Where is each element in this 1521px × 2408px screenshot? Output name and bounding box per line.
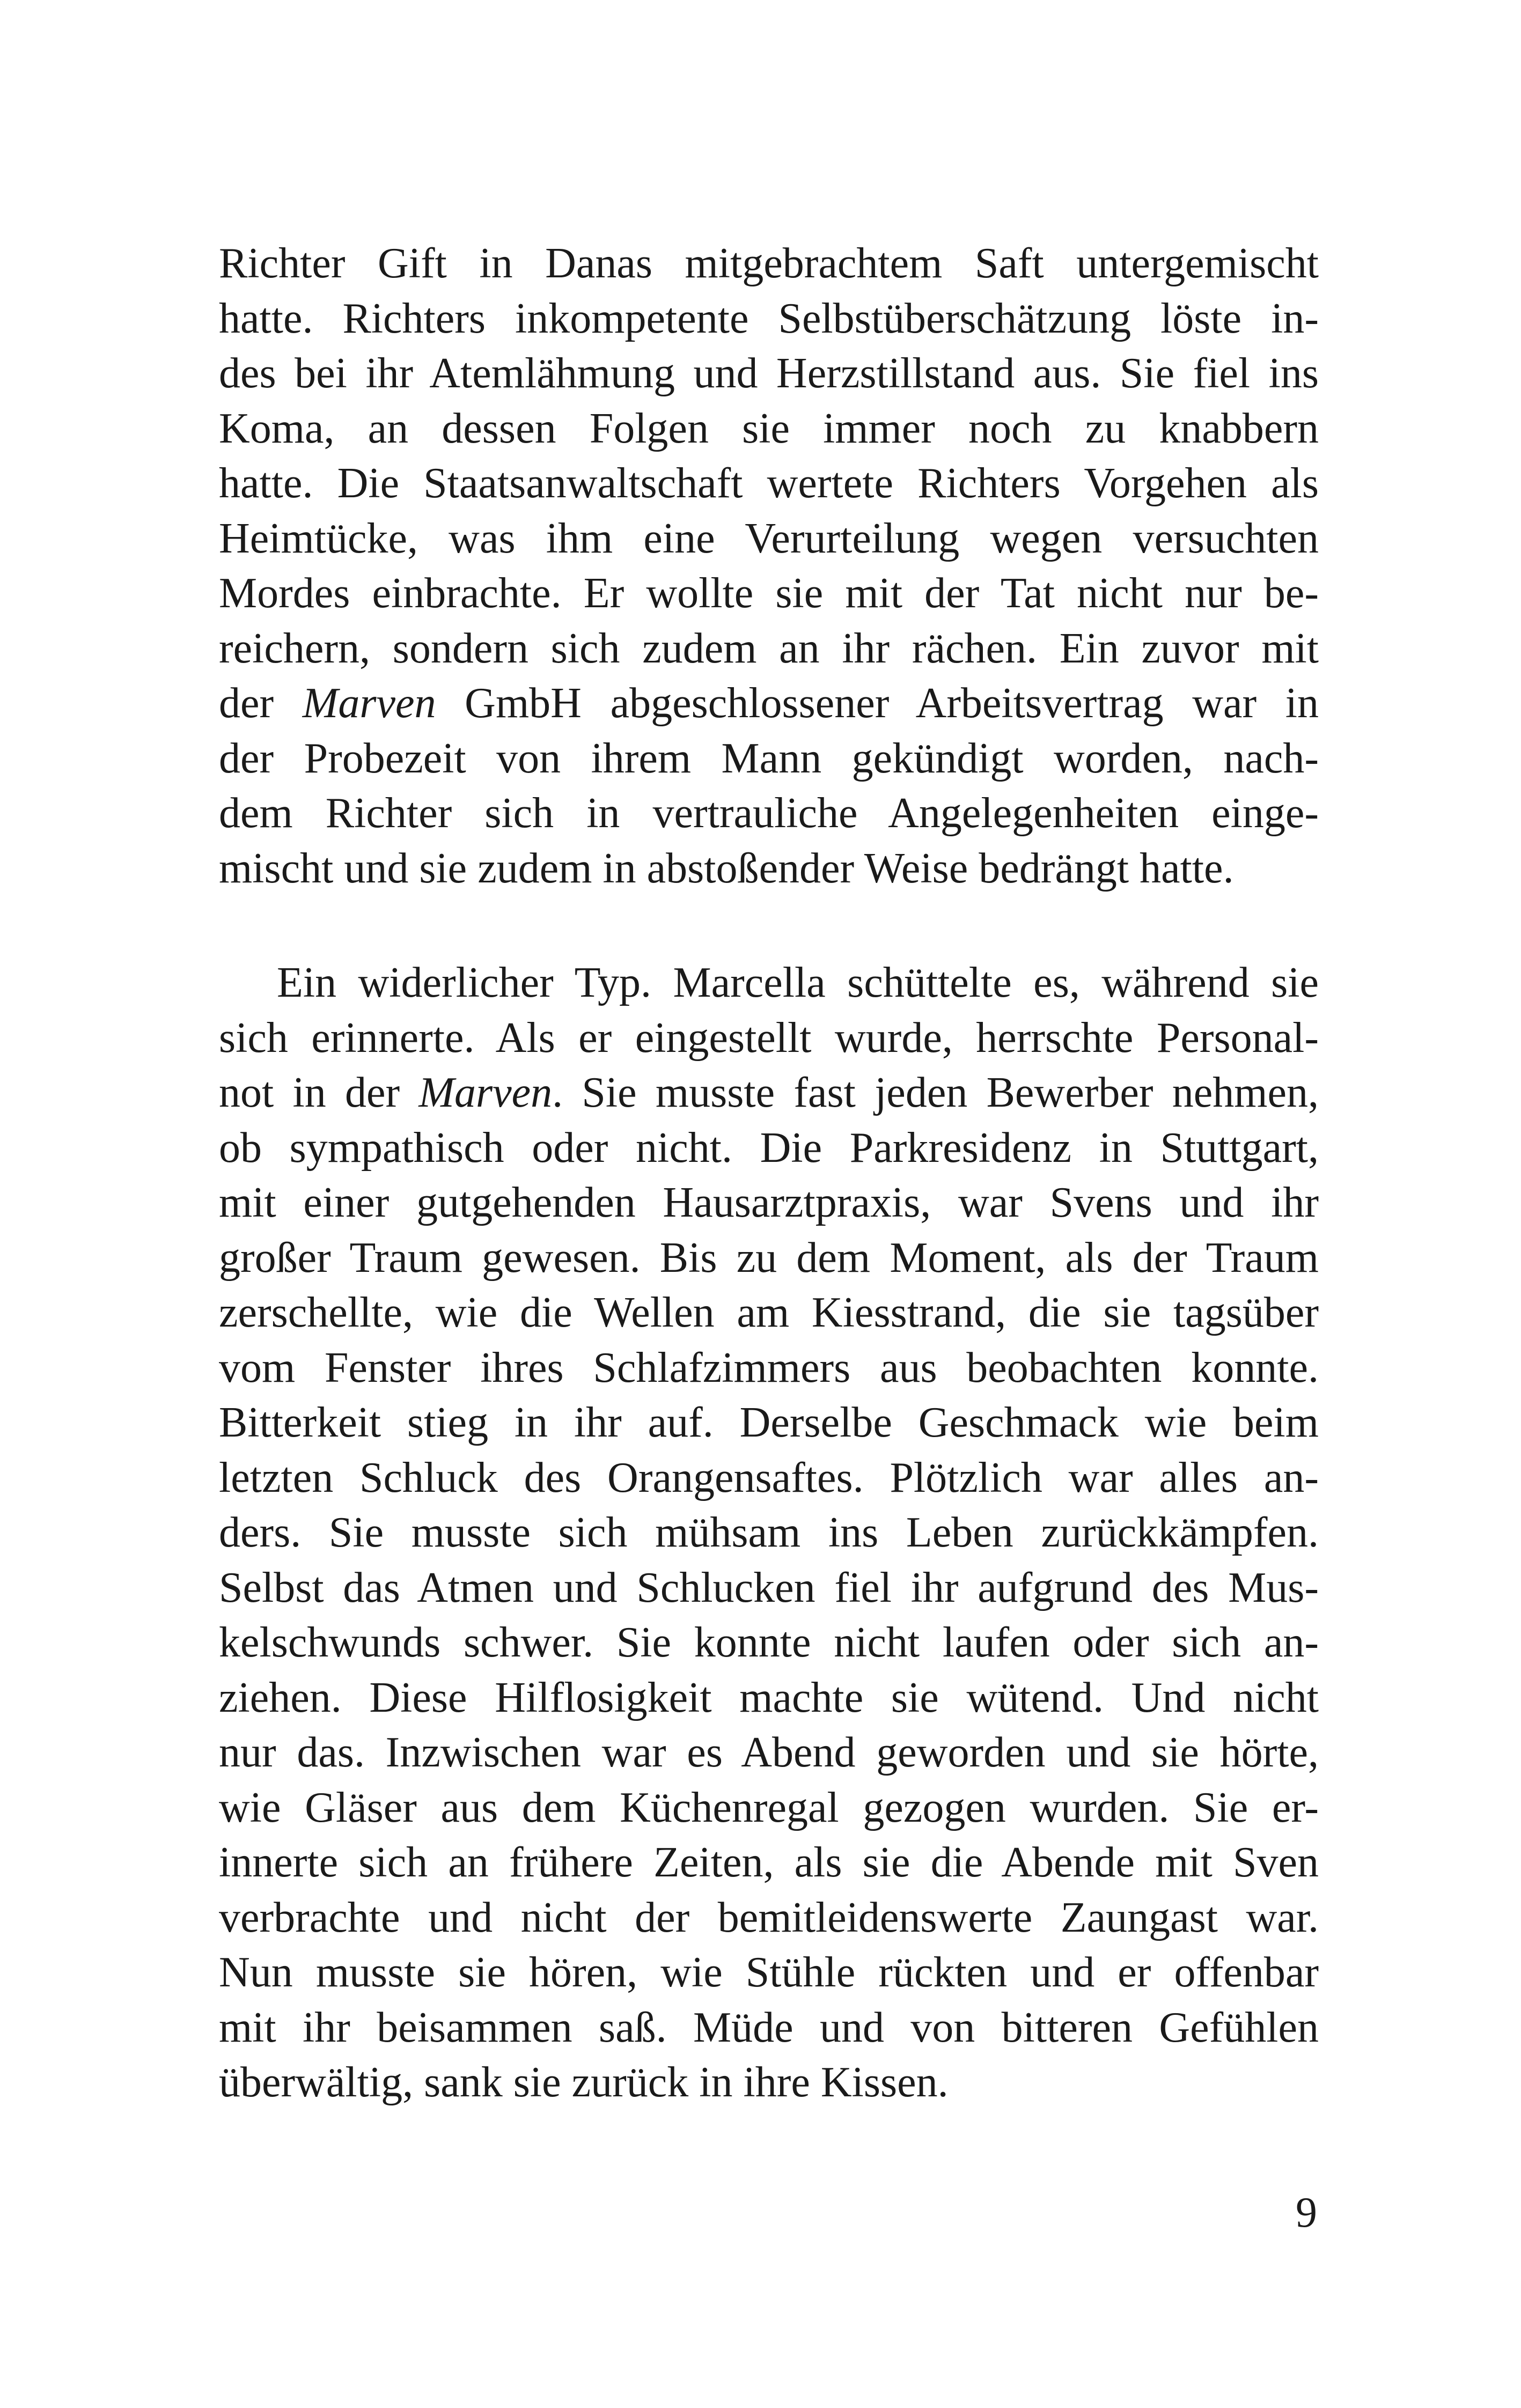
text-segment: dem Richter sich in vertrauliche Angelegenheiten einge- bbox=[219, 790, 1319, 837]
paragraph bbox=[219, 236, 1319, 896]
text-segment: mischt und sie zudem in abstoßender Weise bedrängt hatte. bbox=[219, 844, 1234, 892]
text-segment: GmbH abgeschlossener Arbeitsvertrag war in bbox=[436, 680, 1319, 727]
text-line bbox=[219, 1670, 1319, 1726]
text-segment: Koma, an dessen Folgen sie immer noch zu knabbern bbox=[219, 404, 1319, 452]
text-line bbox=[219, 2000, 1319, 2056]
italic-text: Marven bbox=[418, 1069, 553, 1116]
text-line bbox=[219, 236, 1319, 291]
text-line bbox=[219, 1945, 1319, 2000]
text-segment: sich erinnerte. Als er eingestellt wurde, herrschte Personal- bbox=[219, 1014, 1319, 1062]
text-segment: des bei ihr Atemlähmung und Herzstillstand aus. Sie fiel ins bbox=[219, 350, 1319, 397]
text-line bbox=[219, 456, 1319, 511]
text-line bbox=[219, 1121, 1319, 1176]
text-segment: überwältig, sank sie zurück in ihre Kissen. bbox=[219, 2059, 949, 2106]
italic-text: Marven bbox=[302, 680, 436, 727]
text-segment: kelschwunds schwer. Sie konnte nicht laufen oder sich an- bbox=[219, 1619, 1319, 1666]
text-line bbox=[219, 566, 1319, 621]
text-line bbox=[219, 1615, 1319, 1670]
text-segment: reichern, sondern sich zudem an ihr rächen. Ein zuvor mit bbox=[219, 624, 1319, 672]
text-line bbox=[219, 1450, 1319, 1506]
text-line bbox=[219, 511, 1319, 566]
page-number: 9 bbox=[1296, 2189, 1317, 2236]
text-line bbox=[219, 731, 1319, 786]
text-segment: ziehen. Diese Hilflosigkeit machte sie wütend. Und nicht bbox=[219, 1674, 1319, 1721]
text-segment: Bitterkeit stieg in ihr auf. Derselbe Geschmack wie beim bbox=[219, 1399, 1319, 1446]
text-line bbox=[219, 1395, 1319, 1450]
text-segment: verbrachte und nicht der bemitleidenswerte Zaungast war. bbox=[219, 1894, 1319, 1941]
paragraph bbox=[219, 955, 1319, 2110]
text-segment: vom Fenster ihres Schlafzimmers aus beobachten konnte. bbox=[219, 1344, 1319, 1391]
text-segment: der bbox=[219, 680, 303, 727]
text-line bbox=[219, 621, 1319, 676]
text-segment: not in der bbox=[219, 1069, 419, 1116]
text-segment: . Sie musste fast jeden Bewerber nehmen, bbox=[552, 1069, 1319, 1116]
text-segment: hatte. Die Staatsanwaltschaft wertete Richters Vorgehen als bbox=[219, 460, 1319, 507]
text-segment: hatte. Richters inkompetente Selbstüberschätzung löste in- bbox=[219, 294, 1319, 342]
text-line bbox=[219, 1341, 1319, 1396]
text-line bbox=[219, 676, 1319, 731]
text-line bbox=[219, 1231, 1319, 1286]
text-line bbox=[219, 841, 1319, 896]
text-segment: letzten Schluck des Orangensaftes. Plötzlich war alles an- bbox=[219, 1454, 1319, 1501]
text-line bbox=[219, 1890, 1319, 1946]
text-segment: Ein widerlicher Typ. Marcella schüttelte es, während sie bbox=[277, 959, 1319, 1006]
text-line bbox=[219, 786, 1319, 841]
text-segment: mit einer gutgehenden Hausarztpraxis, war Svens und ihr bbox=[219, 1179, 1319, 1226]
text-line bbox=[219, 1065, 1319, 1121]
text-line bbox=[219, 346, 1319, 401]
text-segment: großer Traum gewesen. Bis zu dem Moment, als der Traum bbox=[219, 1234, 1319, 1282]
text-segment: Richter Gift in Danas mitgebrachtem Saft untergemischt bbox=[219, 240, 1319, 287]
text-segment: Mordes einbrachte. Er wollte sie mit der Tat nicht nur be- bbox=[219, 570, 1319, 617]
text-segment: nur das. Inzwischen war es Abend geworden und sie hörte, bbox=[219, 1729, 1319, 1776]
text-line bbox=[219, 1560, 1319, 1616]
text-line bbox=[219, 2055, 1319, 2110]
text-segment: mit ihr beisammen saß. Müde und von bitteren Gefühlen bbox=[219, 2004, 1319, 2051]
text-segment: Nun musste sie hören, wie Stühle rückten und er offenbar bbox=[219, 1949, 1319, 1996]
text-segment: wie Gläser aus dem Küchenregal gezogen wurden. Sie er- bbox=[219, 1784, 1319, 1831]
text-line bbox=[219, 1780, 1319, 1836]
text-segment: ders. Sie musste sich mühsam ins Leben zurückkämpfen. bbox=[219, 1509, 1319, 1556]
text-segment: Selbst das Atmen und Schlucken fiel ihr aufgrund des Mus- bbox=[219, 1564, 1319, 1611]
text-line bbox=[219, 1505, 1319, 1560]
text-line bbox=[219, 1725, 1319, 1780]
text-segment: ob sympathisch oder nicht. Die Parkresidenz in Stuttgart, bbox=[219, 1124, 1319, 1172]
text-line bbox=[219, 291, 1319, 347]
paragraph-gap bbox=[219, 896, 1319, 955]
text-line bbox=[219, 1835, 1319, 1890]
text-segment: zerschellte, wie die Wellen am Kiesstrand, die sie tagsüber bbox=[219, 1289, 1319, 1336]
text-line bbox=[219, 1175, 1319, 1231]
text-segment: innerte sich an frühere Zeiten, als sie die Abende mit Sven bbox=[219, 1839, 1319, 1886]
body-text bbox=[219, 236, 1319, 2110]
text-line bbox=[219, 955, 1319, 1011]
text-segment: Heimtücke, was ihm eine Verurteilung wegen versuchten bbox=[219, 514, 1319, 562]
text-line bbox=[219, 401, 1319, 456]
text-line bbox=[219, 1285, 1319, 1341]
text-line bbox=[219, 1011, 1319, 1066]
text-segment: der Probezeit von ihrem Mann gekündigt worden, nach- bbox=[219, 734, 1319, 782]
